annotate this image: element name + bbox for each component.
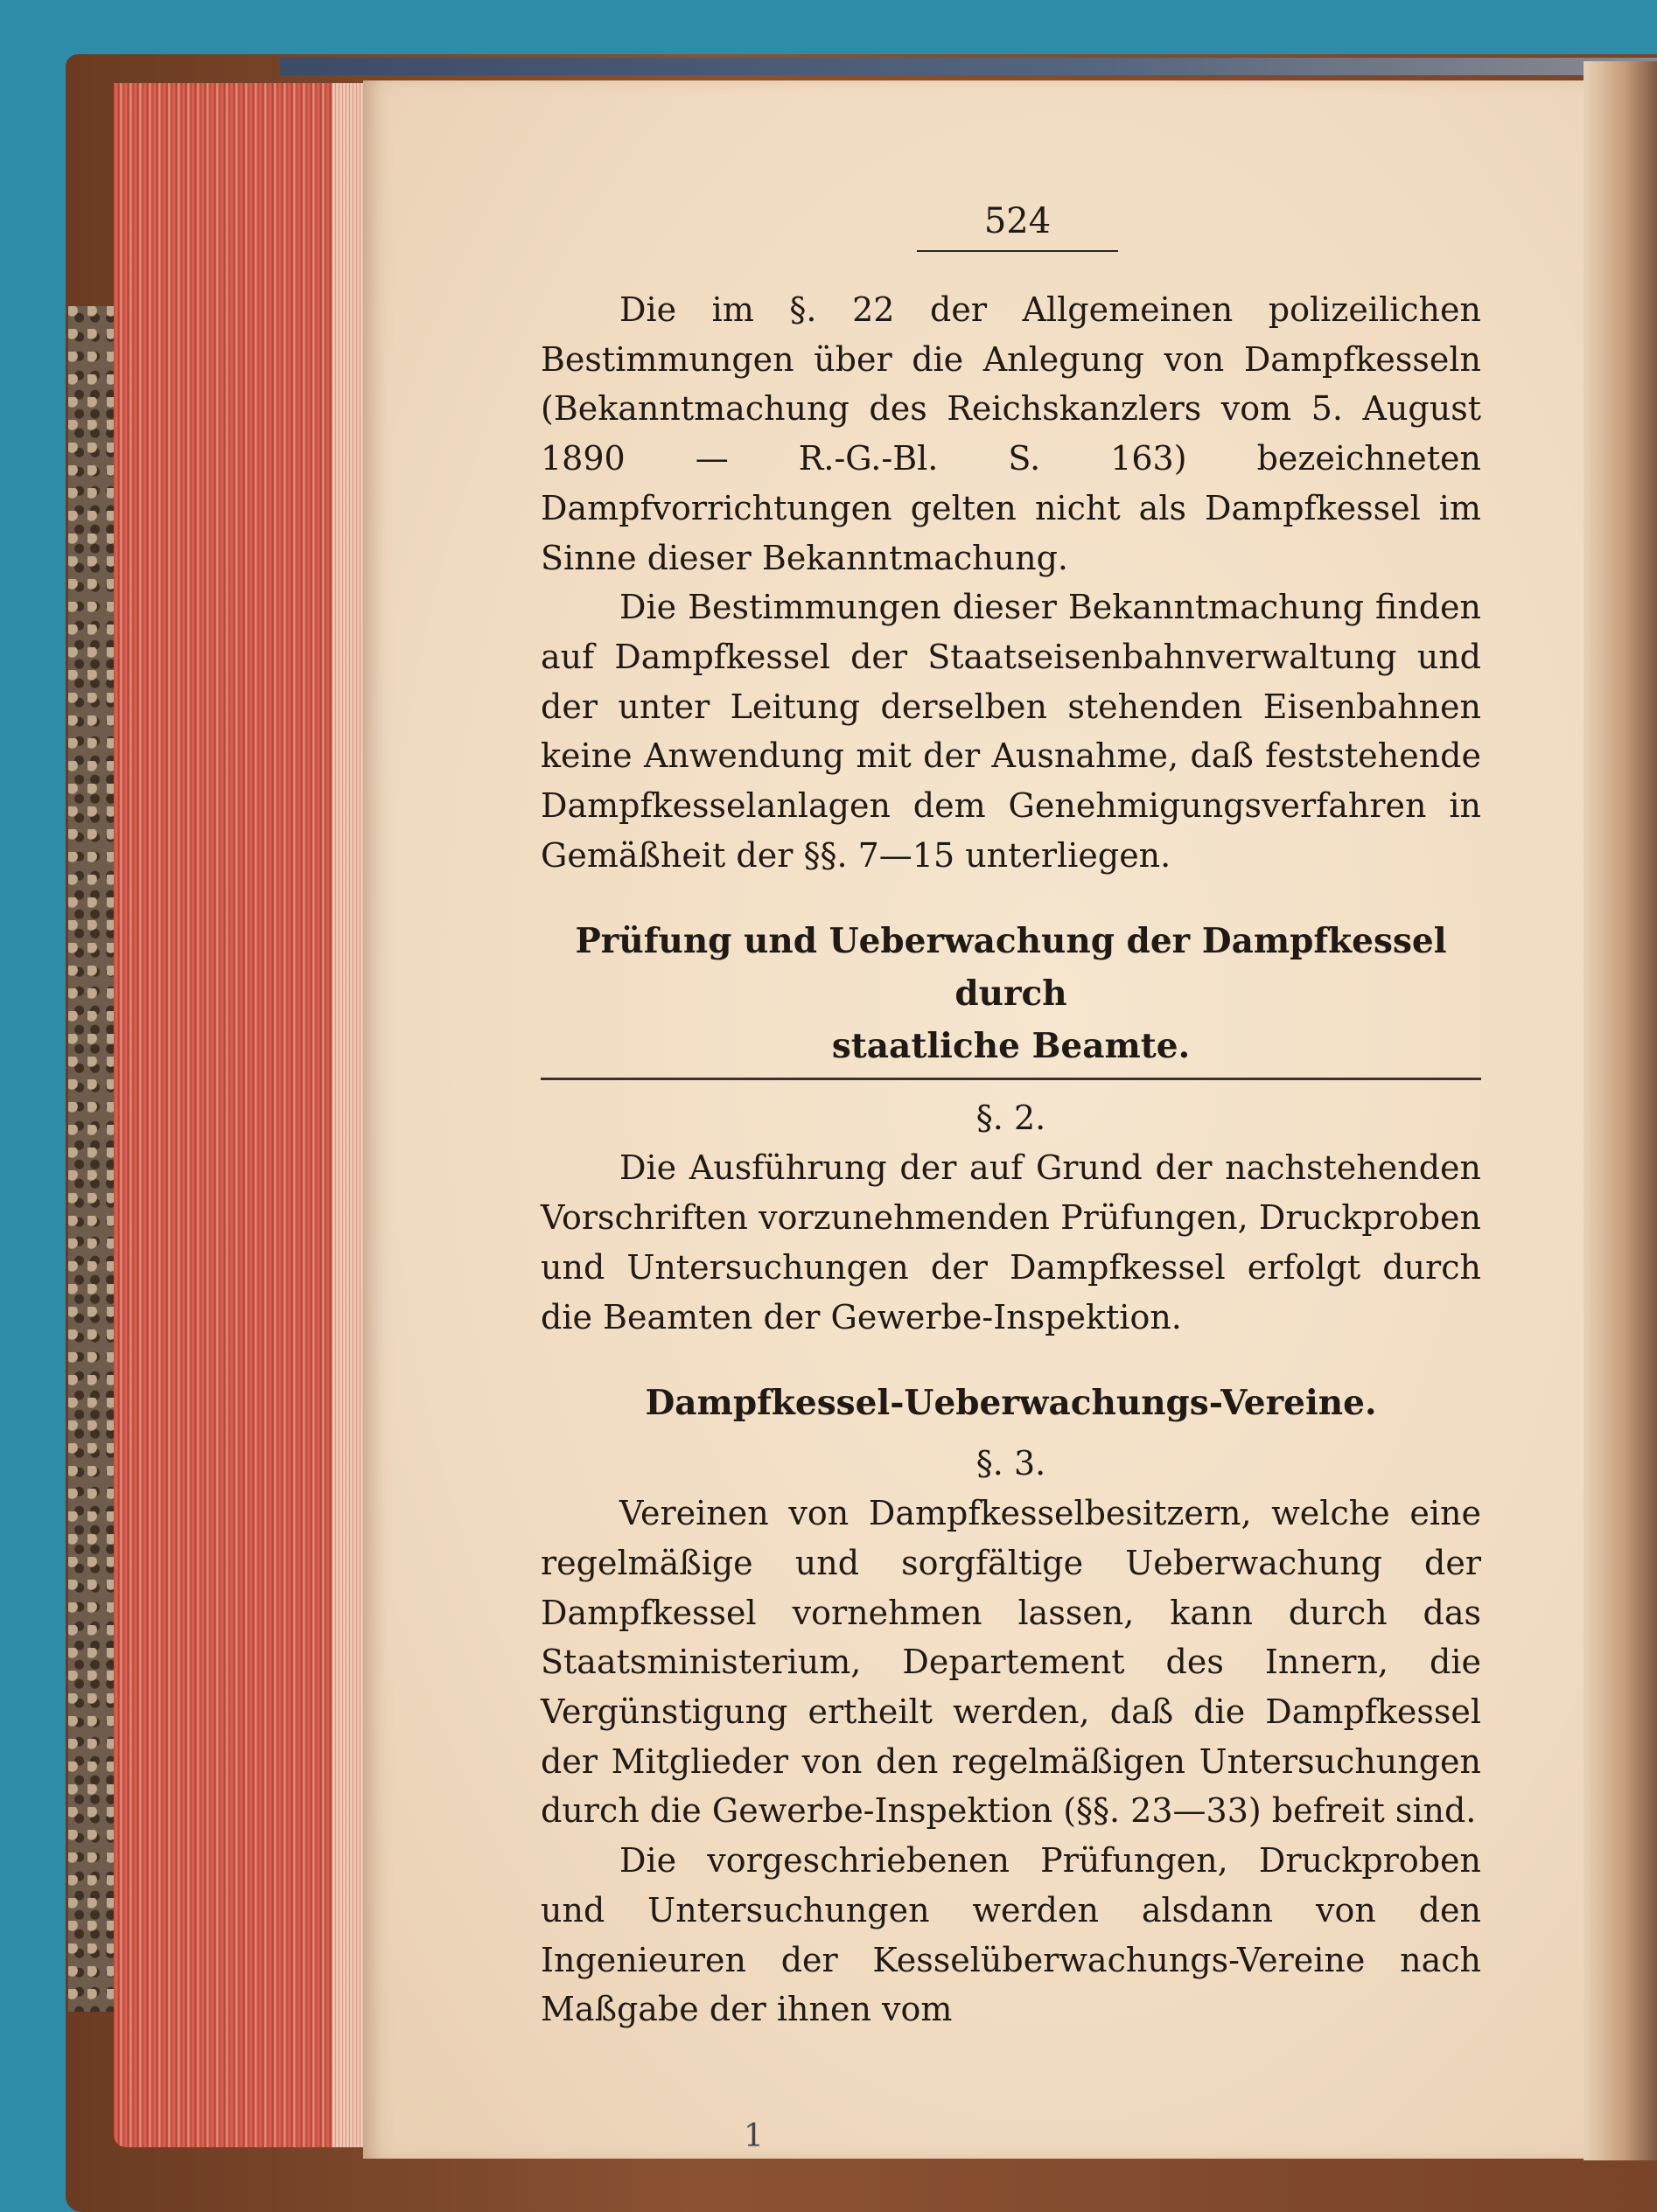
paragraph-4: Vereinen von Dampfkesselbesitzern, welche eine regelmäßige und sorgfältige Ueberwachung der Dampfkessel vornehmen lassen, kann durch das Staatsministerium, Departement des Innern, die Vergünstigung ertheilt werden, daß die Dampfkessel der Mitglieder von den regelmäßigen Untersuchungen durch die Gewerbe-Inspektion (§§. 23—33) befreit sind.	[541, 1494, 1481, 1831]
section-heading-1-line-2: staatliche Beamte.	[831, 1026, 1191, 1067]
page-gutter	[1584, 61, 1657, 2160]
section-heading-2: Dampfkessel-Ueberwachungs-Vereine.	[645, 1383, 1377, 1424]
page-text	[541, 199, 1481, 2034]
page-edges	[114, 83, 367, 2147]
margin-mark: 1	[744, 2118, 764, 2154]
marbled-board	[68, 306, 114, 2012]
section-number-3: §. 3.	[975, 1444, 1046, 1483]
section-number-2: §. 2.	[975, 1099, 1046, 1138]
paragraph-5: Die vorgeschriebenen Prüfungen, Druckproben und Untersuchungen werden alsdann von den Ingenieuren der Kesselüberwachungs-Vereine nach Maßgabe der ihnen vom	[541, 1841, 1481, 2029]
paragraph-3: Die Ausführung der auf Grund der nachstehenden Vorschriften vorzunehmenden Prüfungen, Druckproben und Untersuchungen der Dampfkessel erfolgt durch die Beamten der Gewerbe-Inspektion.	[541, 1148, 1481, 1336]
section-heading-1-line-1: Prüfung und Ueberwachung der Dampfkessel durch	[575, 921, 1447, 1015]
paragraph-2: Die Bestimmungen dieser Bekanntmachung finden auf Dampfkessel der Staatseisenbahnverwaltung und der unter Leitung derselben stehenden Eisenbahnen keine Anwendung mit der Ausnahme, daß feststehende Dampfkesselanlagen dem Genehmigungsverfahren in Gemäßheit der §§. 7—15 unterliegen.	[541, 588, 1481, 875]
page-number: 524	[917, 199, 1118, 252]
paragraph-1: Die im §. 22 der Allgemeinen polizeilichen Bestimmungen über die Anlegung von Dampfkesseln (Bekanntmachung des Reichskanzlers vom 5. August 1890 — R.-G.-Bl. S. 163) bezeichneten Dampfvorrichtungen gelten nicht als Dampfkessel im Sinne dieser Bekanntmachung.	[541, 290, 1481, 577]
cover-cloth-edge	[280, 58, 1657, 75]
